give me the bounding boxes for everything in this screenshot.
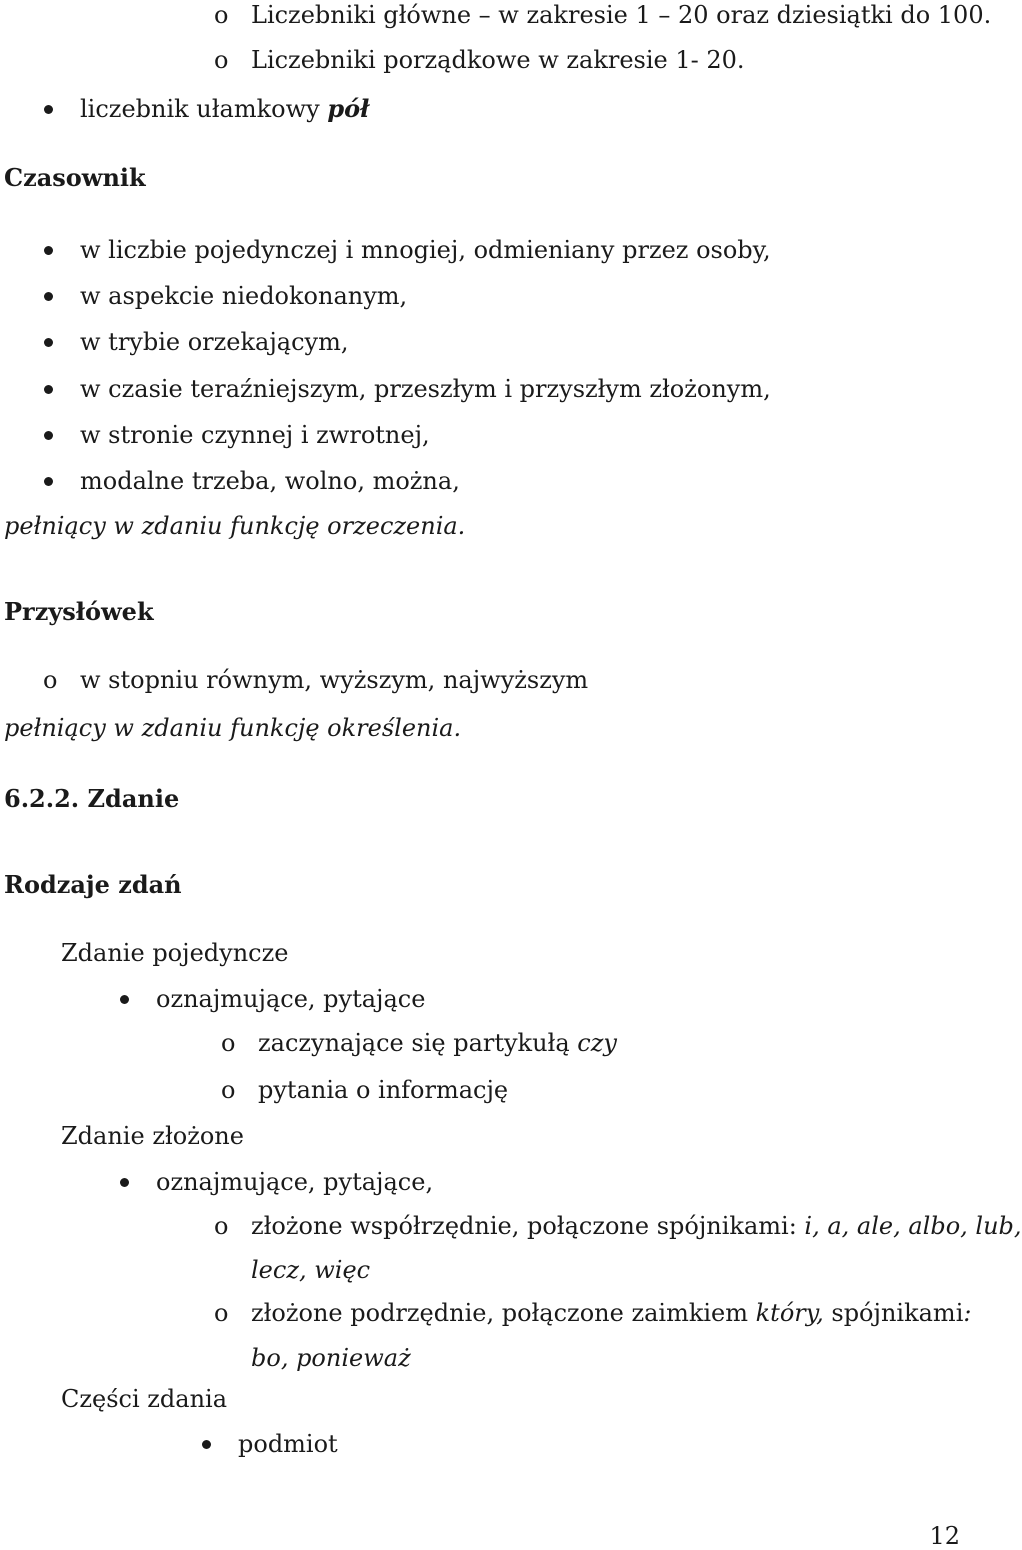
list-item [238,1429,338,1459]
list-item-text: oznajmujące, pytające, [156,1168,434,1196]
sentence-type-label: Zdanie pojedyncze [61,939,289,967]
sentence-type-label: Zdanie złożone [61,1122,244,1150]
list-item-text: w aspekcie niedokonanym, [80,282,408,310]
list-item [251,45,745,75]
list-item [258,1075,508,1105]
subsection-heading-rodzaje: Rodzaje zdań [4,870,182,899]
list-item-text: Liczebniki porządkowe w zakresie 1- 20. [251,46,745,74]
list-item [251,1211,1022,1241]
function-note: pełniący w zdaniu funkcję orzeczenia. [4,512,466,540]
sentence-parts-label: Części zdania [61,1385,228,1413]
list-item-text: złożone podrzędnie, połączone zaimkiem [251,1299,756,1327]
list-item [251,1298,971,1328]
list-item-text: w stopniu równym, wyższym, najwyższym [80,666,589,694]
function-note: pełniący w zdaniu funkcję określenia. [4,714,462,742]
list-item-text: liczebnik ułamkowy [80,95,328,123]
list-item [80,281,407,311]
list-item-text: spójnikami [823,1299,964,1327]
list-item-text: oznajmujące, pytające [156,985,426,1013]
list-item [251,0,991,30]
list-item-text: w stronie czynnej i zwrotnej, [80,421,430,449]
section-heading-przyslowek: Przysłówek [4,597,154,626]
list-item-continuation: bo, ponieważ [251,1344,411,1372]
list-item-text: podmiot [238,1430,338,1458]
list-item [80,466,460,496]
list-item-continuation: lecz, więc [251,1256,371,1284]
list-item [80,665,588,695]
list-item [80,94,369,124]
list-item [156,1167,433,1197]
list-item [156,984,425,1014]
list-item-text: w trybie orzekającym, [80,328,349,356]
page-number: 12 [929,1522,960,1550]
emphasis-text: : [963,1299,972,1327]
section-heading-czasownik: Czasownik [4,163,146,192]
emphasis-text: który, [755,1299,824,1327]
list-item-text: w liczbie pojedynczej i mnogiej, odmieniany przez osoby, [80,236,771,264]
list-item-text: zaczynające się partykułą [258,1029,578,1057]
list-item [80,420,430,450]
list-item-text: modalne trzeba, wolno, można, [80,467,460,495]
list-item [258,1028,617,1058]
emphasis-text: pół [327,94,370,123]
list-item-text: Liczebniki główne – w zakresie 1 – 20 oraz dziesiątki do 100. [251,1,992,29]
emphasis-text: czy [577,1029,617,1057]
list-item-text: pytania o informację [258,1076,509,1104]
emphasis-text: i, a, ale, albo, lub, [804,1212,1022,1240]
list-item [80,235,771,265]
list-item-text: złożone współrzędnie, połączone spójnikami: [251,1212,805,1240]
section-heading-zdanie: 6.2.2. Zdanie [4,784,180,813]
list-item [80,374,771,404]
list-item-text: w czasie teraźniejszym, przeszłym i przyszłym złożonym, [80,375,771,403]
list-item [80,327,348,357]
